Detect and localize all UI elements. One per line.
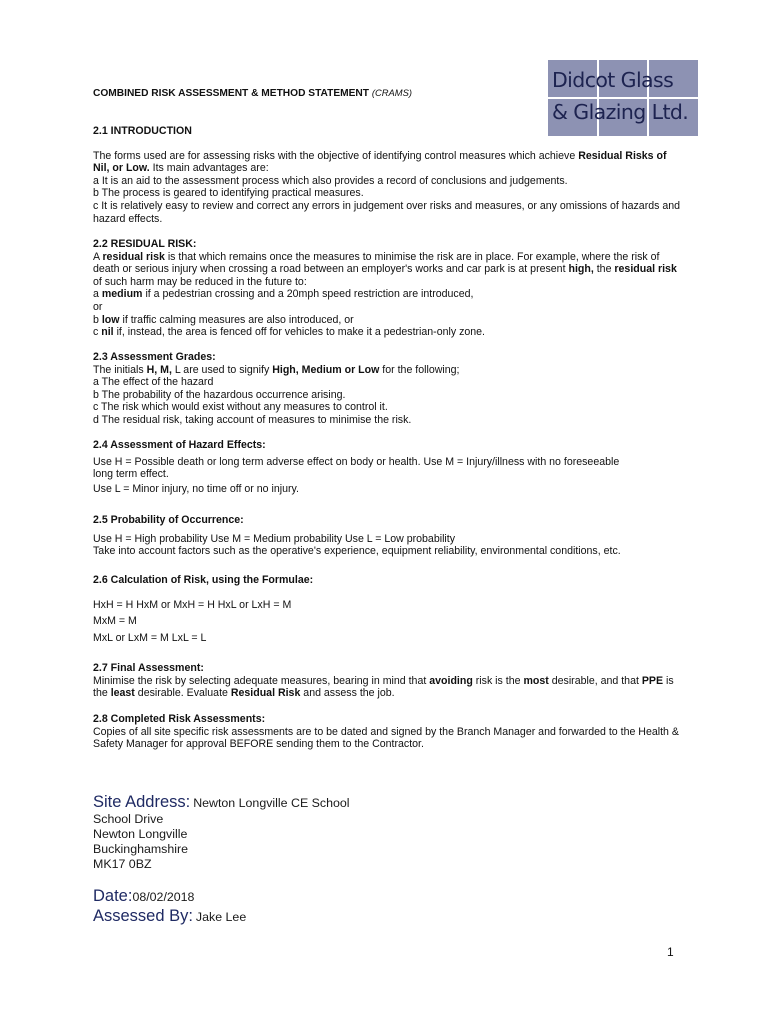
document-title: COMBINED RISK ASSESSMENT & METHOD STATEMENT (CRAMS) <box>93 87 412 99</box>
hazard-effects-line-1: Use H = Possible death or long term adverse effect on body or health. Use M = Injury/illness with no foreseeable long term effect. <box>93 455 620 481</box>
formula-line-3: MxL or LxM = M LxL = L <box>93 631 207 644</box>
hazard-effects-line-2: Use L = Minor injury, no time off or no injury. <box>93 482 299 495</box>
completed-assessments-paragraph: Copies of all site specific risk assessments are to be dated and signed by the Branch Manager and forwarded to the Health & Safety Manager for approval BEFORE sending them to the Contractor. <box>93 725 679 751</box>
formula-line-2: MxM = M <box>93 615 137 628</box>
section-heading: 2.5 Probability of Occurrence: <box>93 514 244 526</box>
grade-item-c: c The risk which would exist without any measures to control it. <box>93 401 388 414</box>
date-line <box>93 886 194 906</box>
logo-line-1: Didcot Glass <box>552 68 674 92</box>
section-2-4 <box>93 439 683 495</box>
item-a: a medium if a pedestrian crossing and a 20mph speed restriction are introduced, <box>93 288 474 301</box>
date-label: Date: <box>93 887 133 905</box>
address-line-4: Buckinghamshire <box>93 842 189 856</box>
section-2-5 <box>93 514 683 558</box>
item-c: c nil if, instead, the area is fenced off for vehicles to make it a pedestrian-only zone. <box>93 326 486 339</box>
intro-paragraph: The forms used are for assessing risks with the objective of identifying control measures which achieve Residual Risks of Nil, or Low. Its main advantages are: <box>93 149 667 175</box>
probability-line-1: Use H = High probability Use M = Medium probability Use L = Low probability <box>93 532 456 545</box>
section-heading: 2.4 Assessment of Hazard Effects: <box>93 439 266 451</box>
grades-paragraph: The initials H, M, L are used to signify High, Medium or Low for the following; <box>93 363 460 376</box>
section-heading: 2.6 Calculation of Risk, using the Formulae: <box>93 574 314 586</box>
item-b: b low if traffic calming measures are also introduced, or <box>93 313 354 326</box>
advantage-b: b The process is geared to identifying practical measures. <box>93 187 364 200</box>
advantage-a: a It is an aid to the assessment process which also provides a record of conclusions and judgements. <box>93 174 568 187</box>
section-heading: 2.3 Assessment Grades: <box>93 351 216 363</box>
formula-line-1: HxH = H HxM or MxH = H HxL or LxH = M <box>93 598 292 611</box>
assessor-name: Jake Lee <box>195 910 247 924</box>
section-2-6 <box>93 574 683 644</box>
grade-item-a: a The effect of the hazard <box>93 376 214 389</box>
grade-item-b: b The probability of the hazardous occurrence arising. <box>93 388 346 401</box>
site-address-label: Site Address: <box>93 793 191 811</box>
logo-line-2: & Glazing Ltd. <box>552 100 689 124</box>
address-line-5: MK17 0BZ <box>93 857 152 871</box>
section-heading: 2.2 RESIDUAL RISK: <box>93 238 197 250</box>
probability-line-2: Take into account factors such as the operative's experience, equipment reliability, environmental conditions, etc. <box>93 545 621 558</box>
address-line-2: School Drive <box>93 812 164 826</box>
assessed-by-line <box>93 906 246 926</box>
section-heading: 2.7 Final Assessment: <box>93 662 204 674</box>
section-2-7 <box>93 662 683 700</box>
section-2-8 <box>93 713 683 751</box>
address-line-3: Newton Longville <box>93 827 188 841</box>
assessed-by-label: Assessed By: <box>93 907 193 925</box>
title-abbrev: (CRAMS) <box>371 87 412 98</box>
advantage-c: c It is relatively easy to review and correct any errors in judgement over risks and measures, or any omissions of hazards and hazard effects. <box>93 199 681 225</box>
page-number: 1 <box>667 945 674 959</box>
section-2-3 <box>93 351 683 427</box>
site-address-block <box>93 792 350 872</box>
section-heading: 2.8 Completed Risk Assessments: <box>93 713 266 725</box>
residual-risk-paragraph: A residual risk is that which remains once the measures to minimise the risk are in place. For example, where the risk of death or serious injury when crossing a road between an employer's works and car park is at present high, the residual risk of such harm may be reduced in the future to: <box>93 250 677 288</box>
date-value: 08/02/2018 <box>132 890 195 904</box>
section-2-2 <box>93 238 683 339</box>
section-heading: 2.1 INTRODUCTION <box>93 125 192 137</box>
site-name: Newton Longville CE School <box>193 796 350 810</box>
final-assessment-paragraph: Minimise the risk by selecting adequate measures, bearing in mind that avoiding risk is the most desirable, and that PPE is the least desirable. Evaluate Residual Risk and assess the job. <box>93 674 674 700</box>
section-2-1 <box>93 125 683 225</box>
grade-item-d: d The residual risk, taking account of measures to minimise the risk. <box>93 413 412 426</box>
item-or: or <box>93 300 103 313</box>
